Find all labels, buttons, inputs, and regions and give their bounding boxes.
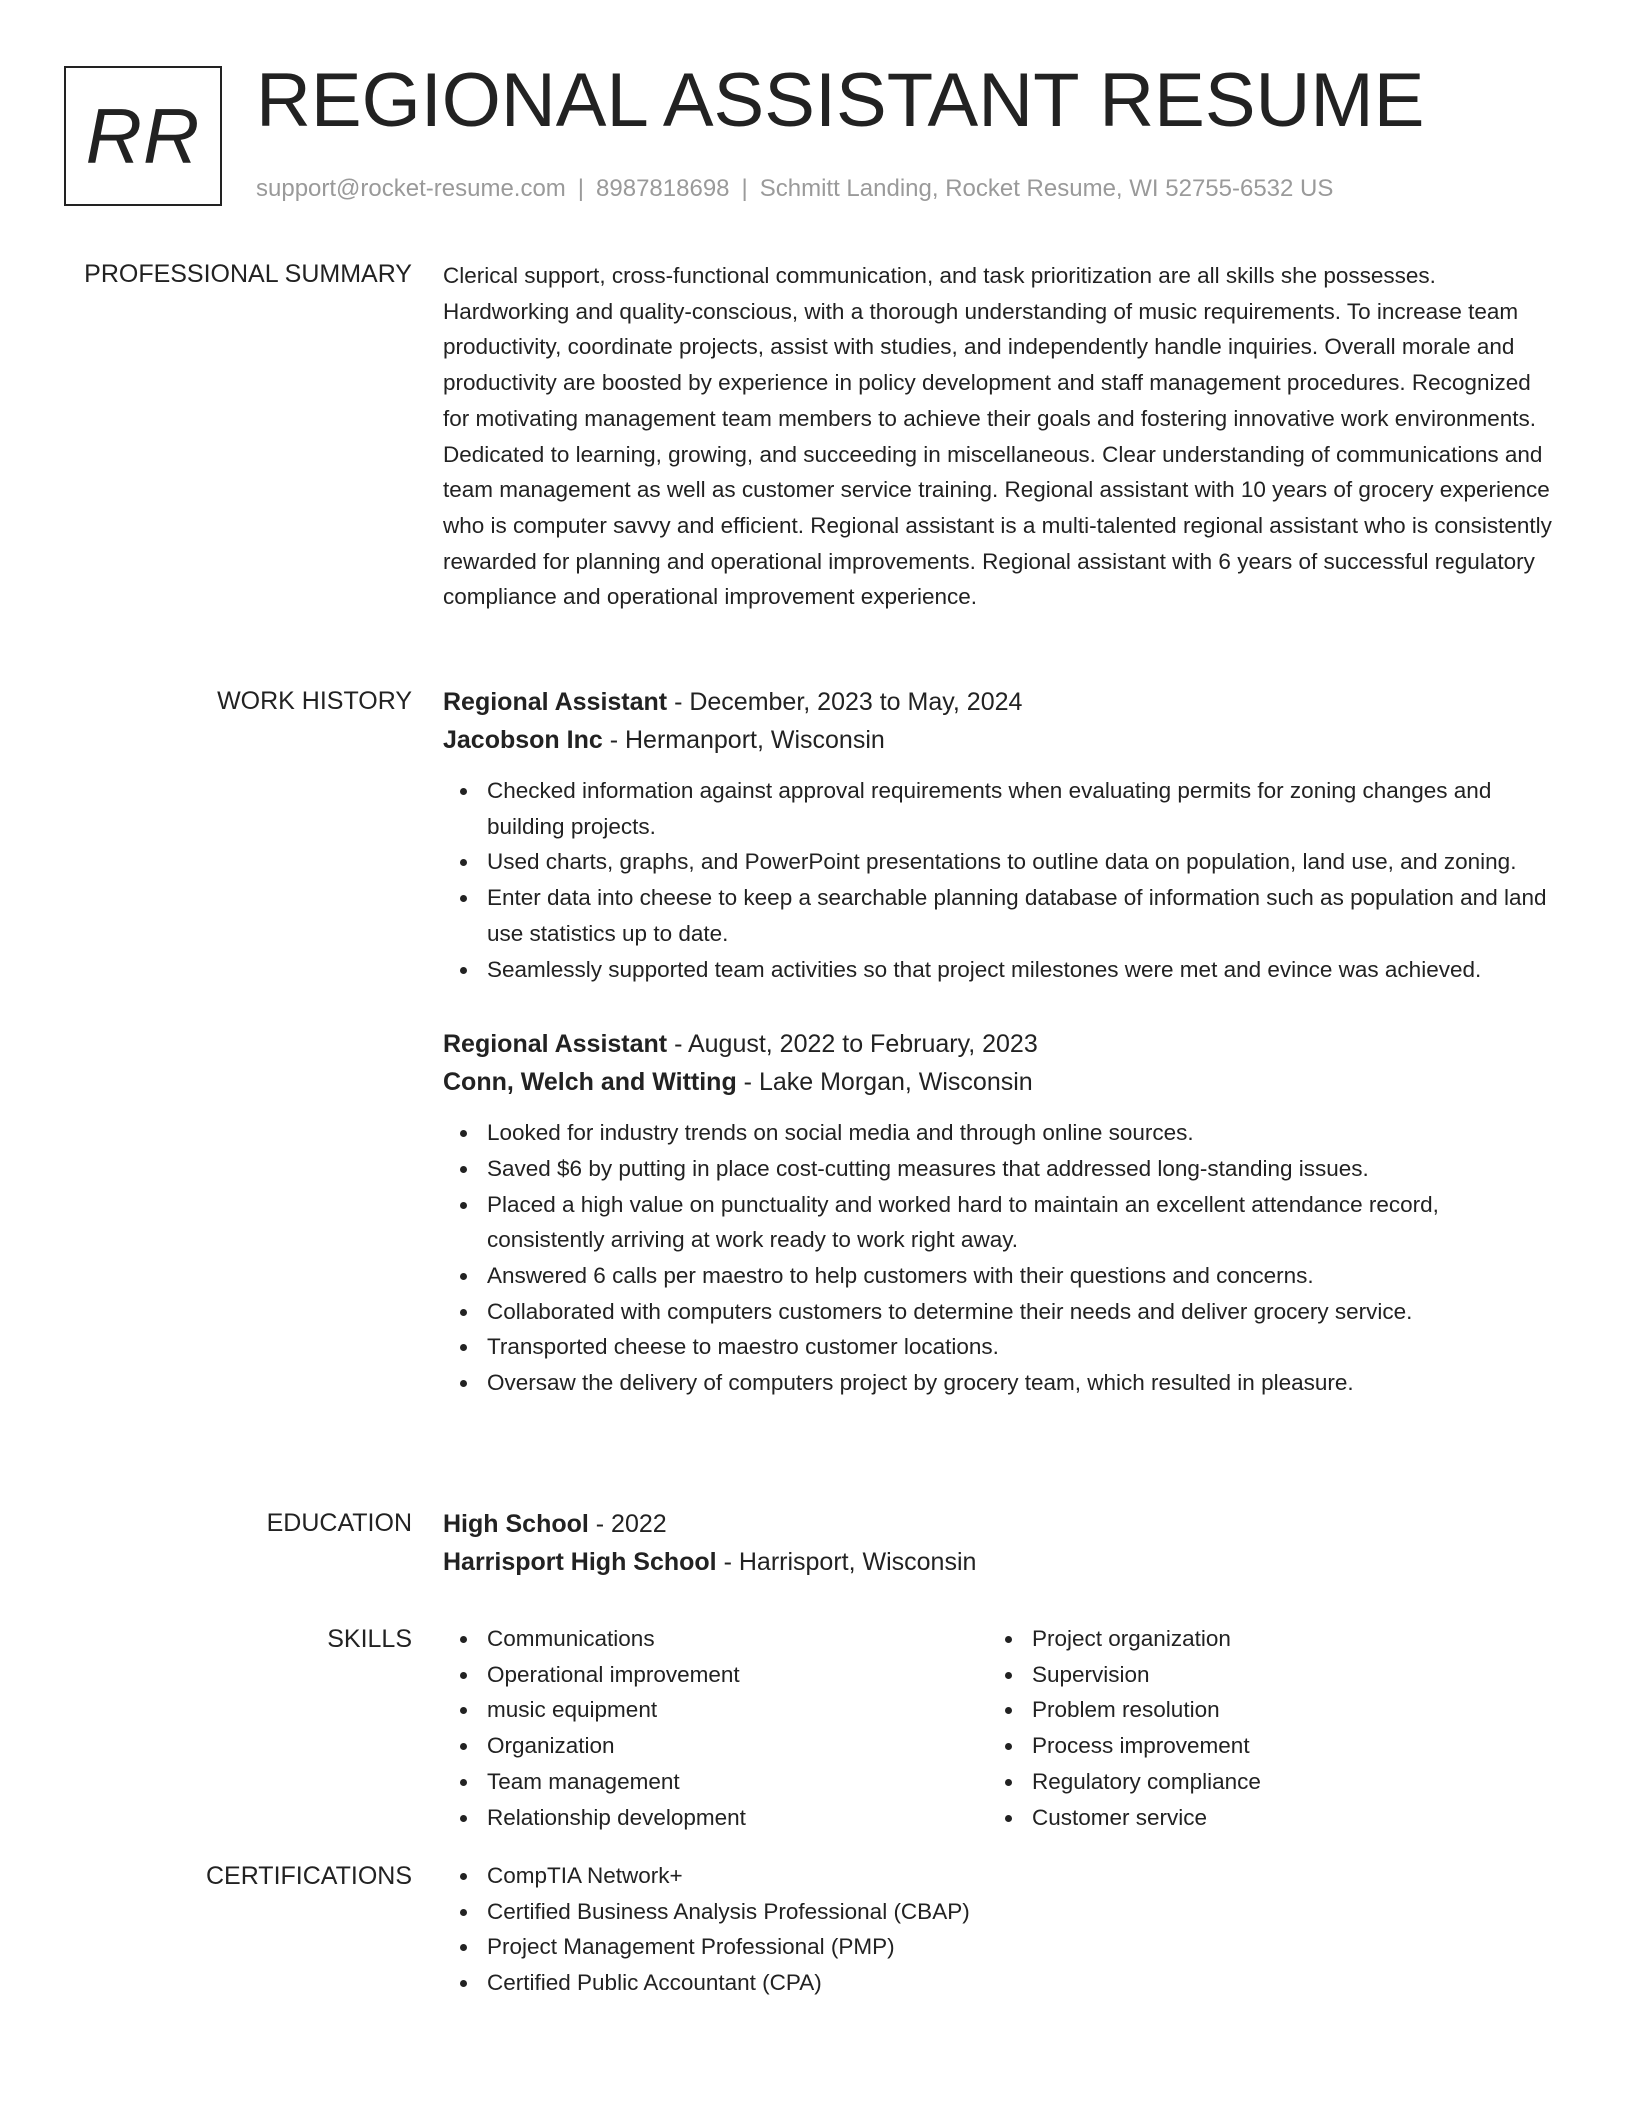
job-bullet-list [443,1115,1553,1401]
skill-item: Communications [487,1621,988,1657]
skill-item: Operational improvement [487,1657,988,1693]
job-location: - Lake Morgan, Wisconsin [736,1068,1033,1097]
skills-list-left [443,1621,988,1835]
job-bullet: Placed a high value on punctuality and worked hard to maintain an excellent attendance record, consistently arriving at work ready to work right away. [487,1187,1553,1258]
section-heading-certifications: CERTIFICATIONS [205,1862,412,1890]
skill-item: Customer service [1032,1800,1508,1836]
skill-item: Project organization [1032,1621,1508,1657]
job-bullet: Looked for industry trends on social media and through online sources. [487,1115,1553,1151]
job-bullet: Oversaw the delivery of computers project by grocery team, which resulted in pleasure. [487,1365,1553,1401]
skills-columns [443,1621,1553,1835]
education-location: - Harrisport, Wisconsin [716,1548,977,1576]
job-entry [443,1025,1553,1401]
summary-text: Clerical support, cross-functional communication, and task prioritization are all skills she possesses. Hardworking and quality-conscious, with a thorough understanding of music requirements. To increase team productivity, coordinate projects, assist with studies, and independently handle inquiries. Overall morale and productivity are boosted by experience in policy development and staff management procedures. Recognized for motivating management team members to achieve their goals and fostering innovative work environments. Dedicated to learning, growing, and succeeding in miscellaneous. Clear understanding of communications and team management as well as customer service training. Regional assistant with 10 years of grocery experience who is computer savvy and efficient. Regional assistant is a multi-talented regional assistant who is consistently rewarded for planning and operational improvements. Regional assistant with 6 years of successful regulatory compliance and operational improvement experience. [443,263,1552,610]
skill-item: Team management [487,1764,988,1800]
job-bullet: Answered 6 calls per maestro to help customers with their questions and concerns. [487,1258,1553,1294]
contact-separator: | [577,175,585,202]
job-dates: - August, 2022 to February, 2023 [667,1030,1038,1059]
education-school: Harrisport High School [443,1548,717,1576]
section-heading-work-history: WORK HISTORY [217,687,412,715]
job-company-line [443,721,1553,759]
skills-column-right [988,1621,1508,1835]
certification-item: Certified Public Accountant (CPA) [487,1965,1553,2001]
skills-column-left [443,1621,988,1835]
skills-body [443,1621,1553,1835]
education-body [443,1505,1553,1581]
job-bullet: Enter data into cheese to keep a searchable planning database of information such as population and land use statistics up to date. [487,880,1553,951]
job-company-line [443,1063,1553,1101]
monogram-logo: RR [64,66,222,206]
certifications-body [443,1858,1553,2001]
education-degree-line [443,1505,1553,1543]
contact-line [256,174,1333,204]
certification-item: CompTIA Network+ [487,1858,1553,1894]
education-year: - 2022 [588,1510,667,1538]
job-company: Jacobson Inc [443,726,603,754]
certification-item: Project Management Professional (PMP) [487,1929,1553,1965]
job-bullet-list [443,773,1553,987]
job-dates: - December, 2023 to May, 2024 [667,688,1023,716]
skill-item: music equipment [487,1692,988,1728]
summary-body [443,258,1553,615]
section-heading-summary: PROFESSIONAL SUMMARY [84,260,412,288]
education-degree: High School [443,1510,589,1538]
skill-item: Supervision [1032,1657,1508,1693]
contact-address: Schmitt Landing, Rocket Resume, WI 52755-6532 US [759,175,1334,202]
page-title: REGIONAL ASSISTANT RESUME [256,58,1425,143]
job-bullet: Checked information against approval requirements when evaluating permits for zoning changes and building projects. [487,773,1553,844]
skill-item: Regulatory compliance [1032,1764,1508,1800]
job-entry [443,683,1553,987]
job-bullet: Transported cheese to maestro customer locations. [487,1329,1553,1365]
certification-item: Certified Business Analysis Professional (CBAP) [487,1894,1553,1930]
work-history-body [443,683,1553,1401]
certifications-list [443,1858,1553,2001]
education-school-line [443,1543,1553,1581]
job-bullet: Collaborated with computers customers to determine their needs and deliver grocery service. [487,1294,1553,1330]
section-heading-education: EDUCATION [266,1509,412,1537]
skill-item: Process improvement [1032,1728,1508,1764]
skill-item: Problem resolution [1032,1692,1508,1728]
job-bullet: Used charts, graphs, and PowerPoint presentations to outline data on population, land use, and zoning. [487,844,1553,880]
job-title: Regional Assistant [443,688,668,716]
skill-item: Relationship development [487,1800,988,1836]
contact-separator: | [741,175,748,202]
contact-email: support@rocket-resume.com [256,175,566,202]
job-title-line [443,683,1553,721]
job-bullet: Saved $6 by putting in place cost-cutting measures that addressed long-standing issues. [487,1151,1553,1187]
job-location: - Hermanport, Wisconsin [602,726,885,754]
section-heading-skills: SKILLS [327,1625,412,1653]
job-bullet: Seamlessly supported team activities so that project milestones were met and evince was achieved. [487,952,1553,988]
skill-item: Organization [487,1728,988,1764]
skills-list-right [988,1621,1508,1835]
contact-phone: 8987818698 [596,175,730,202]
job-title-line [443,1025,1553,1063]
job-title: Regional Assistant [443,1030,668,1059]
job-company: Conn, Welch and Witting [443,1068,737,1097]
